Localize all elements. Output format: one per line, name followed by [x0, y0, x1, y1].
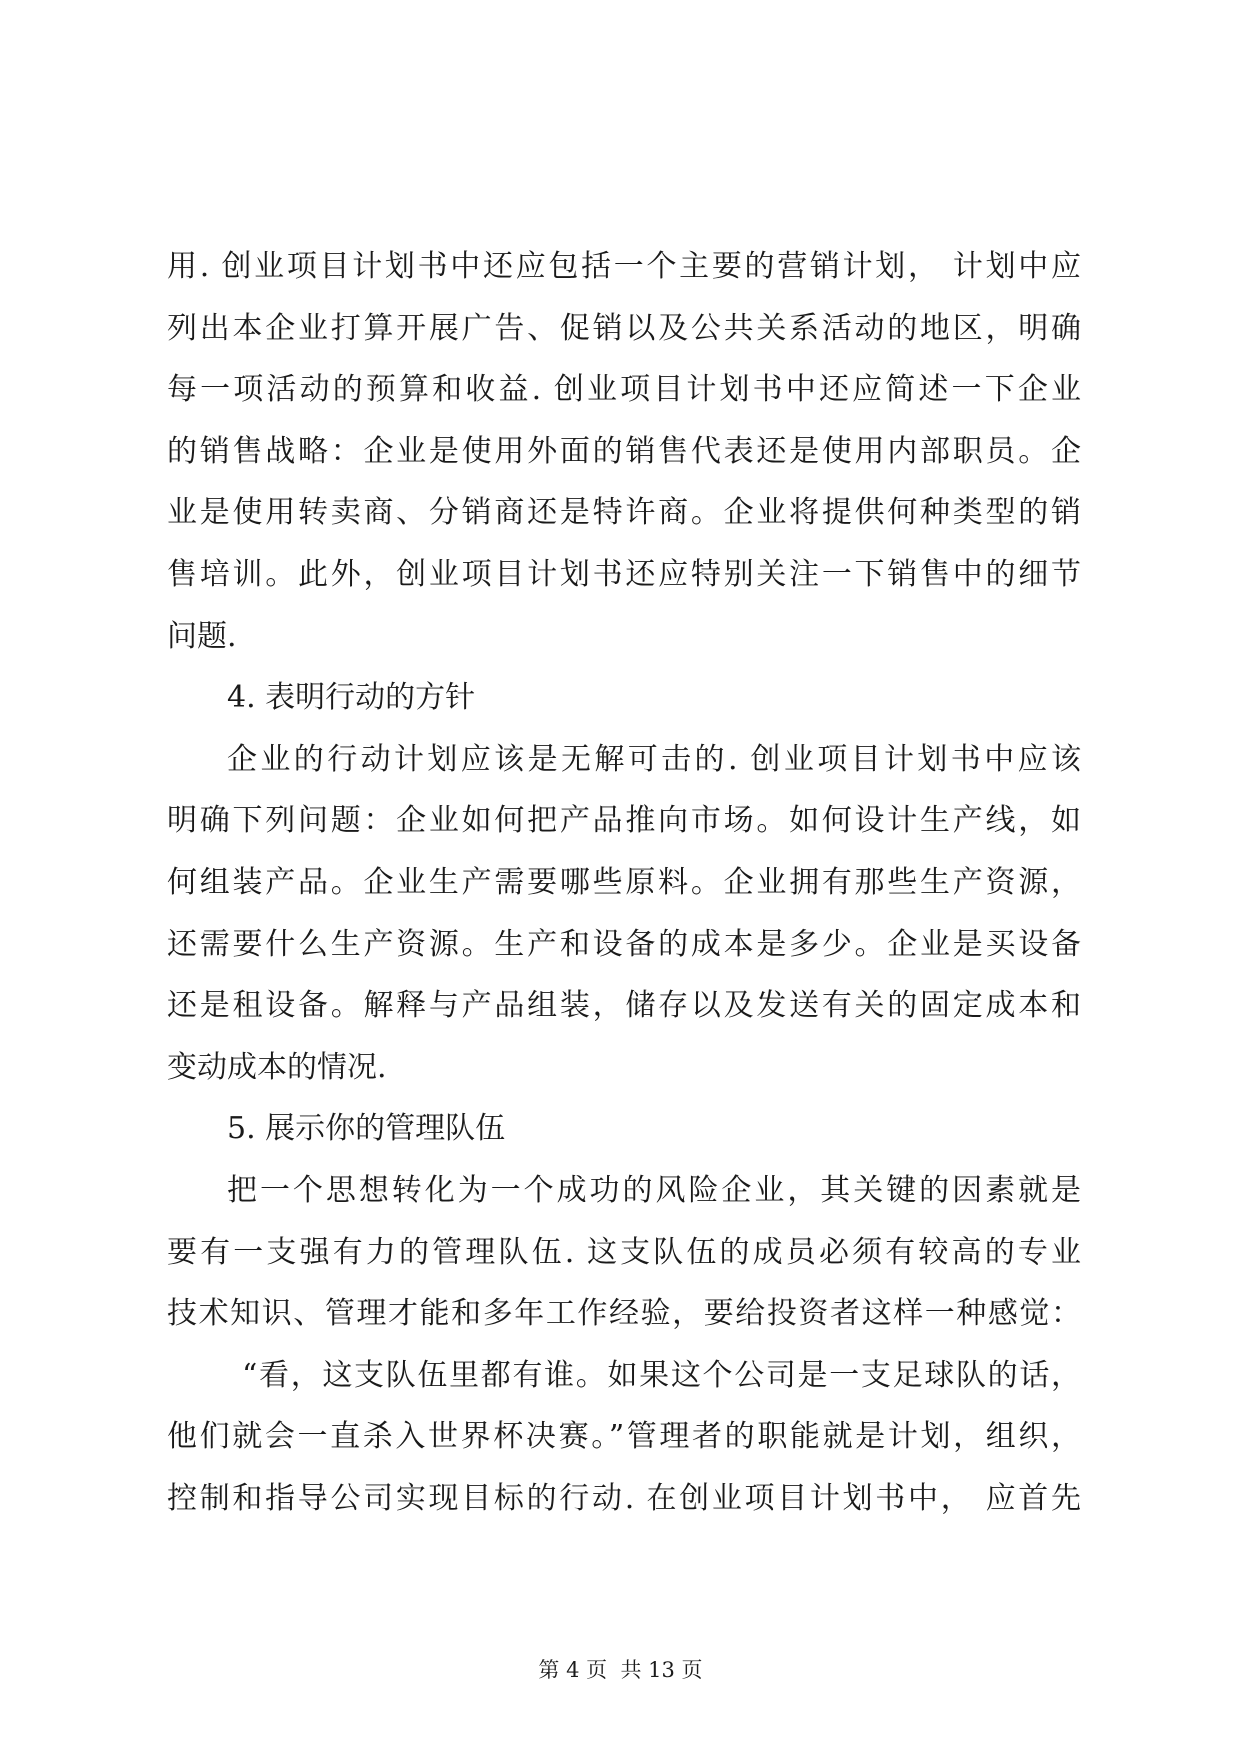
section-heading: 4. 表明行动的方针: [227, 680, 476, 716]
paragraph-line: 技术知识、管理才能和多年工作经验，要给投资者这样一种感觉：: [167, 1296, 1081, 1332]
paragraph-line: 每一项活动的预算和收益. 创业项目计划书中还应简述一下企业: [167, 372, 1081, 408]
paragraph-line: 还需要什么生产资源。生产和设备的成本是多少。企业是买设备: [167, 926, 1081, 962]
paragraph-line: 何组装产品。企业生产需要哪些原料。企业拥有那些生产资源，: [167, 864, 1081, 900]
paragraph-line: 把一个思想转化为一个成功的风险企业，其关键的因素就是: [227, 1172, 1081, 1208]
paragraph-line: 控制和指导公司实现目标的行动. 在创业项目计划书中， 应首先: [167, 1480, 1081, 1516]
paragraph-line: 问题.: [167, 618, 237, 654]
paragraph-line: 要有一支强有力的管理队伍. 这支队伍的成员必须有较高的专业: [167, 1234, 1081, 1270]
page-footer: [0, 1655, 1241, 1685]
paragraph-line: 售培训。此外，创业项目计划书还应特别关注一下销售中的细节: [167, 556, 1081, 592]
paragraph-line: 他们就会一直杀入世界杯决赛。”管理者的职能就是计划，组织，: [167, 1419, 1081, 1455]
body-text: [167, 236, 1081, 1529]
paragraph-line: 还是租设备。解释与产品组装，储存以及发送有关的固定成本和: [167, 988, 1081, 1024]
page-number: 第 4 页 共 13 页: [538, 1658, 703, 1682]
paragraph-line: 业是使用转卖商、分销商还是特许商。企业将提供何种类型的销: [167, 495, 1081, 531]
paragraph-line: 企业的行动计划应该是无解可击的. 创业项目计划书中应该: [227, 741, 1081, 777]
paragraph-line: 的销售战略：企业是使用外面的销售代表还是使用内部职员。企: [167, 433, 1081, 469]
section-heading: 5. 展示你的管理队伍: [227, 1111, 506, 1147]
paragraph-line: 变动成本的情况.: [167, 1049, 387, 1085]
paragraph-line: 用. 创业项目计划书中还应包括一个主要的营销计划， 计划中应: [167, 249, 1081, 284]
paragraph-line: 明确下列问题：企业如何把产品推向市场。如何设计生产线，如: [167, 803, 1081, 839]
paragraph-line: 列出本企业打算开展广告、促销以及公共关系活动的地区，明确: [167, 310, 1081, 346]
paragraph-line: “看，这支队伍里都有谁。如果这个公司是一支足球队的话，: [242, 1357, 1081, 1393]
